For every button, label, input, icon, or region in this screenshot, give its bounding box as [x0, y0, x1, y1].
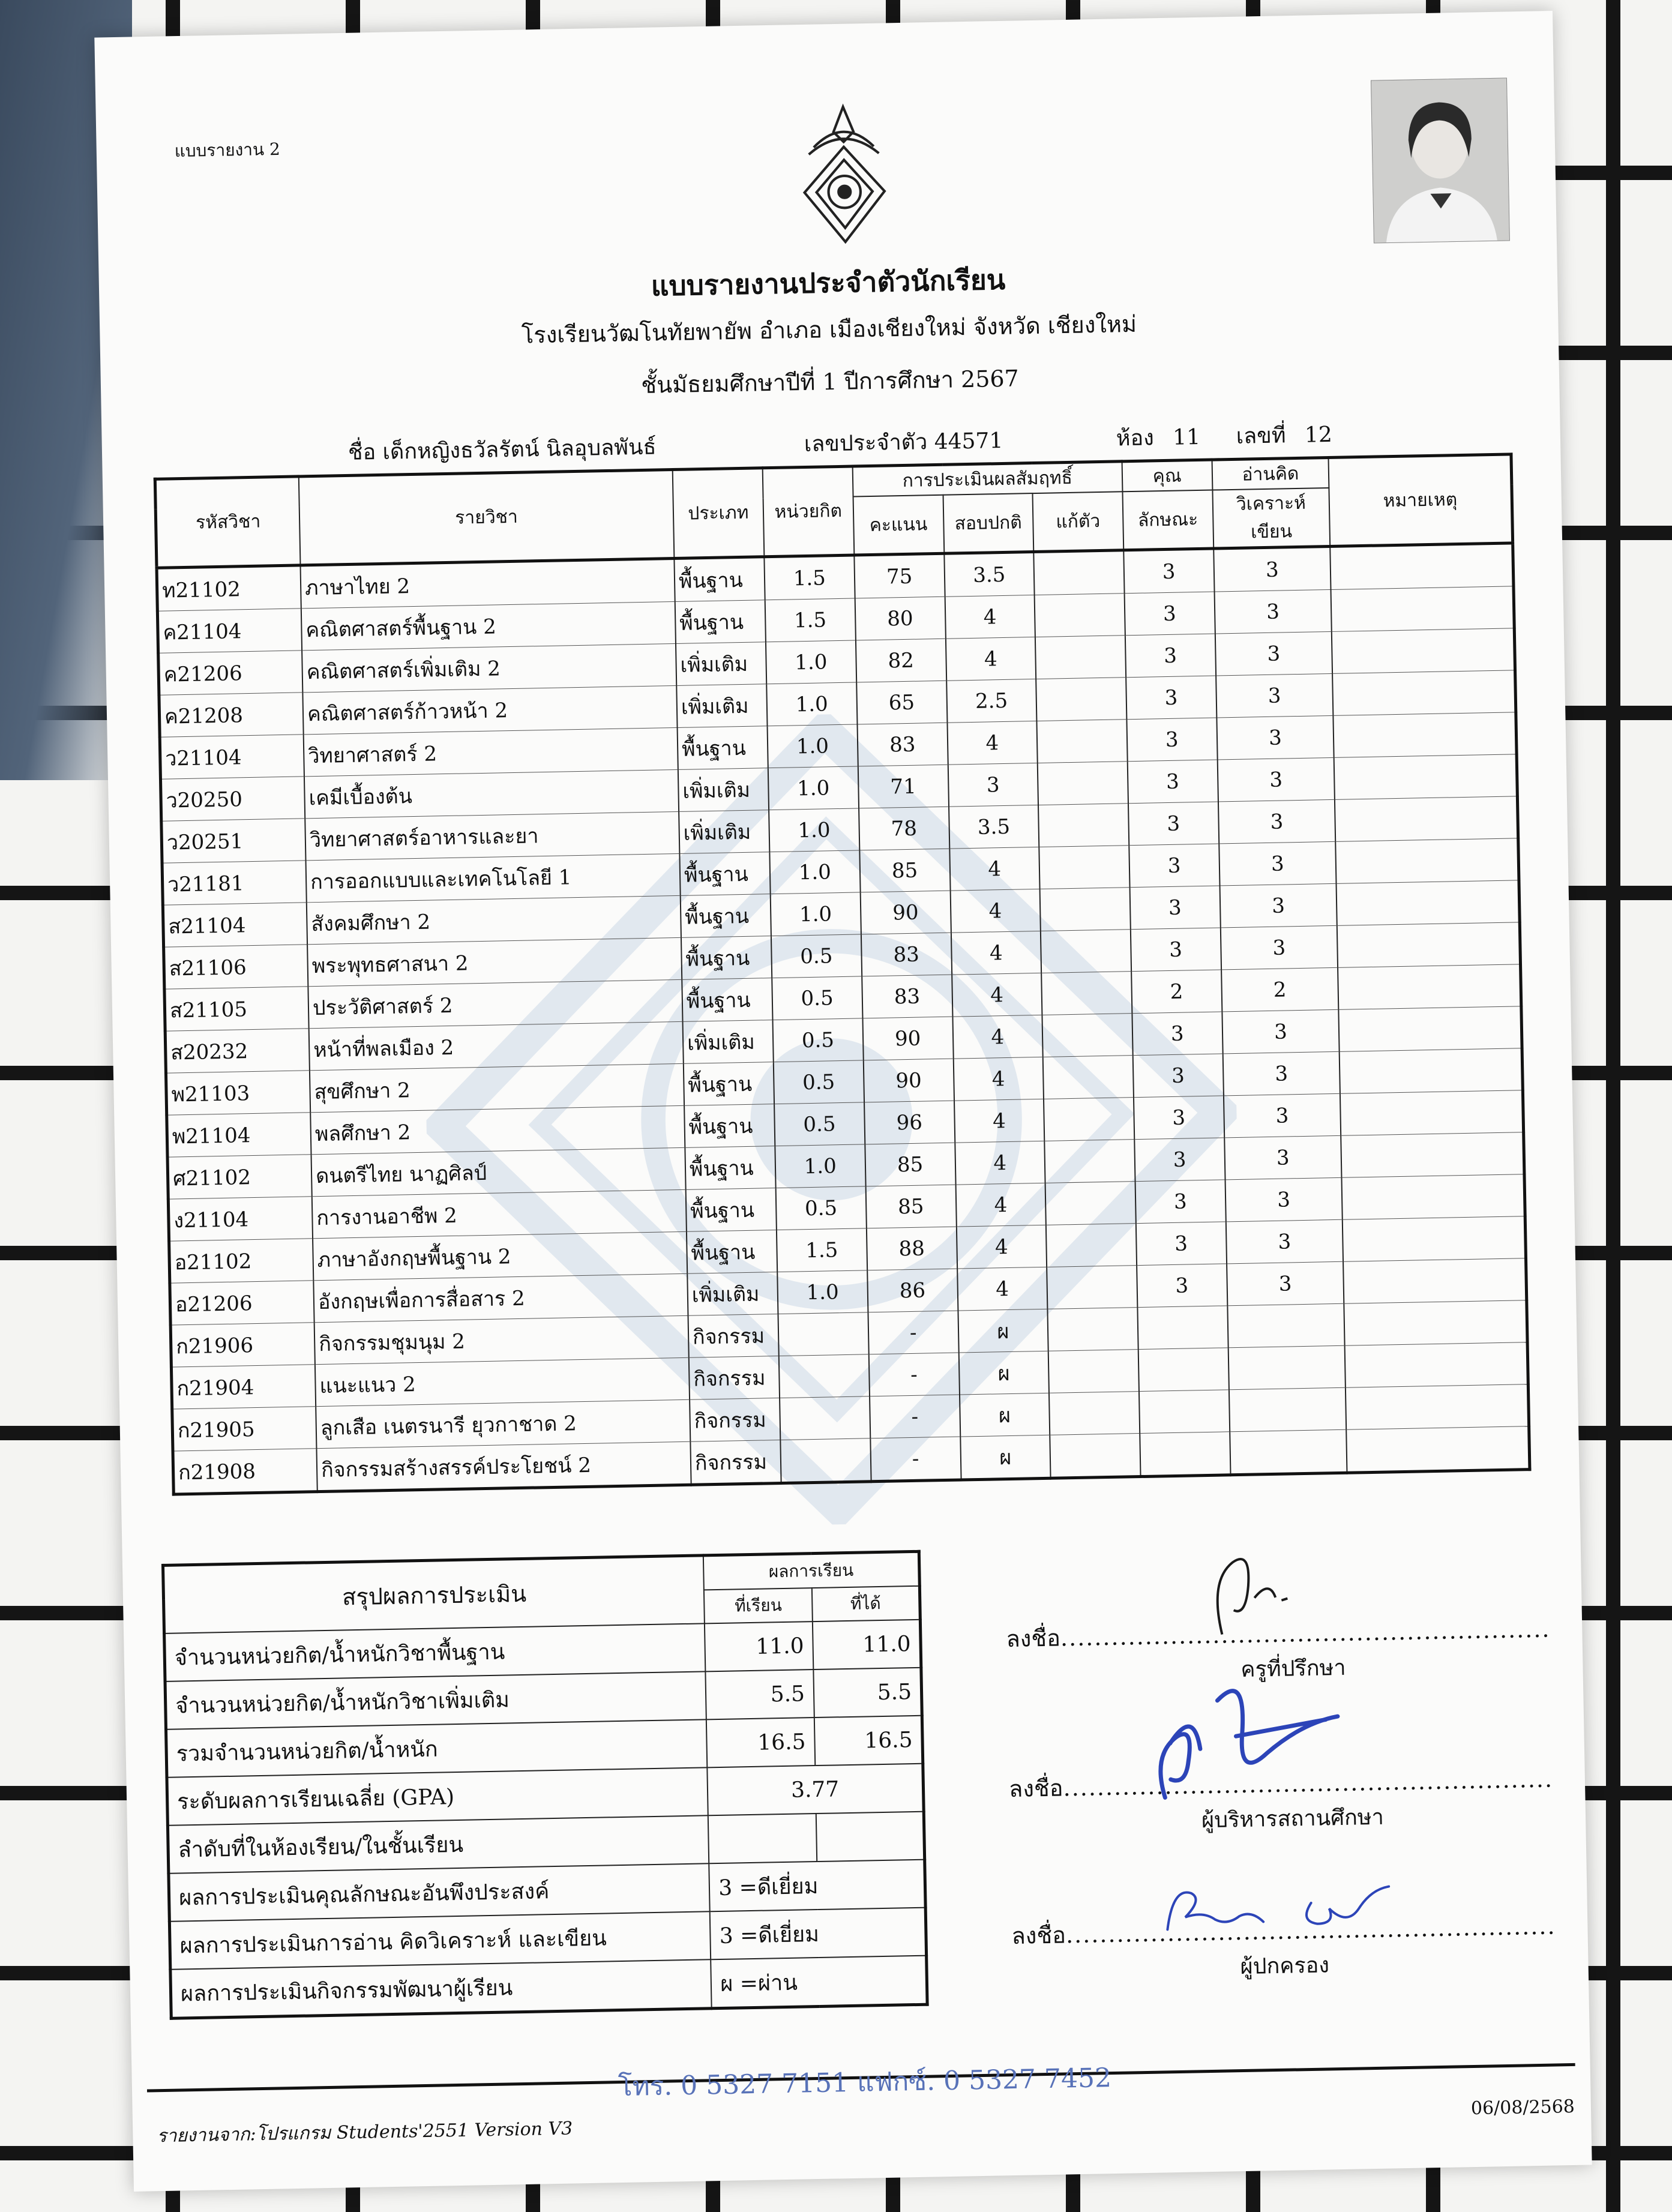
row-score: 83 [857, 723, 948, 766]
row-retake [1039, 846, 1129, 889]
row-type: พื้นฐาน [682, 978, 772, 1022]
row-credits: 1.0 [770, 892, 861, 936]
row-remark [1330, 543, 1514, 590]
sign-label: ลงชื่อ [1011, 1922, 1066, 1950]
row-reading: 3 [1222, 1051, 1340, 1096]
row-credits: 1.5 [764, 555, 855, 600]
row-remark [1341, 1132, 1524, 1178]
row-credits: 1.0 [766, 640, 856, 684]
row-score: 85 [865, 1143, 955, 1186]
print-date: 06/08/2568 [1470, 2096, 1575, 2120]
row-character: 3 [1128, 802, 1219, 846]
row-grade: ผ [960, 1435, 1051, 1480]
row-score: 83 [861, 933, 952, 976]
row-code: ว20251 [161, 819, 306, 863]
row-score: - [868, 1311, 958, 1354]
row-character: 3 [1136, 1222, 1227, 1266]
row-code: อ21206 [170, 1281, 314, 1325]
row-grade: 4 [952, 973, 1042, 1017]
row-reading: 3 [1216, 673, 1334, 718]
row-retake [1036, 678, 1126, 721]
row-retake [1048, 1350, 1139, 1393]
row-score: 90 [862, 1017, 953, 1060]
row-remark [1339, 1006, 1522, 1052]
row-retake [1035, 636, 1126, 679]
row-score: 83 [862, 975, 952, 1018]
row-code: ส20232 [165, 1029, 310, 1073]
school-emblem [792, 101, 897, 253]
row-score: 85 [859, 849, 950, 892]
summary-label: จำนวนหน่วยกิต/น้ำหนักวิชาเพิ่มเติม [165, 1671, 706, 1729]
row-retake [1044, 1098, 1134, 1141]
grades-body [157, 543, 1530, 1494]
row-grade: 4 [949, 847, 1040, 891]
row-character: 3 [1134, 1096, 1224, 1140]
row-retake [1038, 762, 1128, 805]
advisor-signature [1197, 1543, 1307, 1641]
header-credits: หน่วยกิต [762, 466, 854, 557]
row-retake [1041, 972, 1132, 1015]
row-character: 3 [1126, 718, 1217, 762]
sign-label: ลงชื่อ [1008, 1775, 1063, 1803]
character-result: 3 =ดีเยี่ยม [709, 1860, 926, 1912]
student-room [1116, 419, 1200, 455]
row-reading: 3 [1219, 841, 1337, 886]
room-value: 11 [1172, 424, 1201, 450]
row-score: 78 [859, 807, 949, 850]
row-score: 96 [864, 1101, 955, 1144]
row-reading: 3 [1215, 631, 1332, 676]
row-grade: 3.5 [944, 552, 1035, 597]
sign-dots: .......................................................... [1065, 1913, 1556, 1949]
row-grade: 4 [955, 1183, 1046, 1227]
row-subject: สังคมศึกษา 2 [307, 895, 681, 944]
row-grade: 4 [951, 931, 1041, 975]
row-character: 3 [1124, 592, 1215, 636]
row-type: พื้นฐาน [679, 852, 770, 896]
row-credits [780, 1438, 871, 1483]
summary-result-header: ผลการเรียน [703, 1551, 919, 1590]
summary-label: ลำดับที่ในห้องเรียน/ในชั้นเรียน [167, 1815, 709, 1873]
row-subject: ประวัติศาสตร์ 2 [308, 979, 682, 1028]
summary-earned: 11.0 [813, 1620, 921, 1670]
row-reading: 3 [1217, 757, 1335, 802]
header-type: ประเภท [673, 468, 765, 559]
summary-studied-header: ที่เรียน [704, 1588, 813, 1623]
row-retake [1035, 594, 1125, 637]
row-type: เพิ่มเติม [676, 684, 767, 728]
row-subject: ภาษาไทย 2 [300, 559, 675, 609]
grades-table [154, 452, 1532, 1495]
rank-room [708, 1814, 817, 1863]
row-subject: อังกฤษเพื่อการสื่อสาร 2 [313, 1273, 688, 1322]
row-credits: 1.0 [777, 1270, 868, 1314]
row-type: กิจกรรม [688, 1314, 778, 1358]
row-remark [1334, 712, 1517, 758]
row-type: พื้นฐาน [681, 894, 771, 938]
row-grade: ผ [958, 1351, 1049, 1395]
row-remark [1346, 1426, 1530, 1473]
row-code: ท21102 [157, 565, 301, 611]
row-code: ก21905 [172, 1407, 317, 1451]
row-reading: 3 [1224, 1093, 1341, 1138]
row-character: 3 [1134, 1138, 1225, 1182]
report-title: แบบรายงานประจำตัวนักเรียน [651, 263, 1006, 302]
row-reading: 3 [1213, 546, 1331, 592]
header-reading-2: วิเคราะห์เขียน [1212, 488, 1330, 548]
row-subject: การออกแบบและเทคโนโลยี 1 [306, 853, 681, 902]
row-character: 3 [1131, 928, 1221, 972]
row-score: - [870, 1437, 961, 1482]
row-subject: กิจกรรมสร้างสรรค์ประโยชน์ 2 [316, 1441, 691, 1491]
row-type: กิจกรรม [689, 1356, 780, 1400]
summary-studied: 16.5 [706, 1718, 815, 1767]
number-value: 12 [1304, 422, 1333, 448]
student-number [1236, 417, 1332, 453]
row-reading: 3 [1227, 1261, 1344, 1306]
row-subject: พระพุทธศาสนา 2 [307, 937, 682, 986]
row-reading: 3 [1220, 925, 1338, 970]
row-character: 3 [1129, 844, 1219, 888]
row-credits [778, 1312, 868, 1356]
row-character: 3 [1129, 886, 1220, 930]
row-code: ศ21102 [167, 1155, 312, 1199]
row-credits: 1.0 [769, 850, 860, 894]
row-retake [1043, 1056, 1134, 1099]
row-retake [1048, 1308, 1138, 1351]
row-retake [1050, 1434, 1140, 1479]
row-reading: 3 [1222, 1009, 1340, 1054]
row-type: กิจกรรม [690, 1440, 781, 1485]
row-character: 2 [1131, 970, 1222, 1014]
row-type: กิจกรรม [690, 1398, 780, 1442]
summary-studied: 5.5 [706, 1670, 814, 1719]
summary-label: ผลการประเมินคุณลักษณะอันพึงประสงค์ [169, 1863, 710, 1921]
header-reading-1: อ่านคิด [1212, 457, 1329, 490]
advisor-role: ครูที่ปรึกษา [1240, 1655, 1346, 1683]
row-character: 3 [1123, 548, 1214, 594]
row-credits: 1.5 [765, 598, 856, 642]
student-id [804, 423, 1003, 461]
row-type: เพิ่มเติม [679, 810, 769, 854]
director-signature [1126, 1662, 1345, 1805]
row-remark [1331, 586, 1514, 632]
row-code: ง21104 [168, 1197, 313, 1241]
row-code: ว21181 [162, 861, 307, 905]
room-label: ห้อง [1116, 425, 1155, 451]
row-reading [1227, 1303, 1345, 1348]
row-retake [1047, 1266, 1137, 1309]
row-remark [1340, 1090, 1523, 1136]
row-reading: 2 [1221, 967, 1339, 1012]
row-code: ว21104 [160, 735, 304, 779]
row-subject: แนะแนว 2 [315, 1357, 690, 1406]
student-name [348, 430, 657, 469]
sign-label: ลงชื่อ [1006, 1624, 1061, 1653]
row-grade: 4 [947, 721, 1038, 765]
row-character: 3 [1132, 1012, 1222, 1056]
row-credits: 1.0 [775, 1144, 865, 1188]
row-credits: 0.5 [772, 976, 862, 1020]
row-character [1137, 1306, 1228, 1350]
name-value: เด็กหญิงธวัลรัตน์ นิลอุบลพันธ์ [382, 434, 657, 464]
row-type: พื้นฐาน [687, 1230, 777, 1274]
row-subject: วิทยาศาสตร์อาหารและยา [305, 811, 679, 860]
row-credits [779, 1354, 870, 1398]
header-character-1: คุณ [1122, 460, 1212, 491]
row-character [1138, 1348, 1228, 1392]
row-reading: 3 [1216, 715, 1334, 760]
row-character: 3 [1126, 676, 1216, 720]
activity-result: ผ =ผ่าน [711, 1956, 928, 2009]
header-subject: รายวิชา [299, 470, 675, 565]
summary-studied: 11.0 [705, 1621, 813, 1671]
summary-label: ระดับผลการเรียนเฉลี่ย (GPA) [167, 1767, 708, 1825]
row-character [1140, 1432, 1230, 1477]
row-score: 86 [867, 1269, 958, 1312]
row-character: 3 [1137, 1264, 1227, 1308]
row-type: พื้นฐาน [684, 1062, 774, 1106]
sign-dots: .......................................................... [1060, 1615, 1551, 1651]
row-subject: กิจกรรมชุมนุม 2 [314, 1315, 689, 1364]
row-code: ค21206 [158, 651, 303, 695]
row-score: - [868, 1353, 959, 1396]
row-reading [1228, 1345, 1346, 1390]
row-remark [1332, 670, 1515, 716]
row-subject: เคมีเบื้องต้น [304, 769, 679, 818]
row-type: พื้นฐาน [686, 1188, 777, 1232]
row-score: 71 [858, 765, 948, 808]
row-score: 82 [856, 639, 946, 682]
header-character-2: ลักษณะ [1122, 490, 1213, 550]
row-credits: 1.0 [768, 766, 859, 810]
row-character: 3 [1127, 760, 1218, 804]
row-credits: 1.0 [769, 808, 859, 852]
director-role: ผู้บริหารสถานศึกษา [1201, 1805, 1385, 1833]
row-code: พ21104 [167, 1113, 311, 1157]
row-type: เพิ่มเติม [676, 642, 766, 686]
row-grade: 4 [955, 1141, 1045, 1185]
header-assessment: การประเมินผลสัมฤทธิ์ [852, 461, 1122, 497]
row-remark [1340, 1048, 1523, 1094]
header-score: คะแนน [853, 495, 944, 555]
row-retake [1038, 804, 1129, 847]
row-code: อ21102 [169, 1239, 314, 1283]
row-score: 80 [855, 597, 945, 640]
row-remark [1346, 1384, 1529, 1430]
row-subject: ภาษาอังกฤษพื้นฐาน 2 [313, 1231, 687, 1280]
row-reading: 3 [1225, 1219, 1343, 1264]
row-subject: คณิตศาสตร์พื้นฐาน 2 [301, 601, 676, 650]
row-credits [780, 1396, 870, 1440]
row-grade: ผ [958, 1309, 1048, 1353]
row-code: ว20250 [160, 777, 305, 821]
row-type: พื้นฐาน [684, 1104, 775, 1148]
name-label: ชื่อ [347, 440, 376, 465]
row-score: - [870, 1395, 960, 1438]
row-score: 85 [865, 1185, 956, 1228]
row-grade: 4 [950, 889, 1041, 933]
row-grade: 3.5 [949, 805, 1039, 849]
row-remark [1344, 1300, 1527, 1346]
row-remark [1337, 922, 1520, 968]
row-code: พ21103 [166, 1071, 310, 1115]
row-reading: 3 [1219, 883, 1337, 928]
school-line: โรงเรียนวัฒโนทัยพายัพ อำเภอ เมืองเชียงใหม่ จังหวัด เชียงใหม่ [521, 310, 1137, 349]
row-code: ก21906 [170, 1323, 315, 1367]
summary-earned: 5.5 [813, 1668, 922, 1718]
row-character: 3 [1125, 634, 1216, 678]
row-type: เพิ่มเติม [682, 1020, 773, 1064]
parent-role: ผู้ปกครอง [1240, 1953, 1330, 1980]
row-retake [1049, 1392, 1140, 1435]
student-report-sheet [94, 11, 1592, 2192]
row-type: พื้นฐาน [674, 557, 765, 602]
summary-label: รวมจำนวนหน่วยกิต/น้ำหนัก [166, 1719, 707, 1777]
row-type: เพิ่มเติม [687, 1272, 778, 1316]
program-credit: รายงานจาก:โปรแกรม Students'2551 Version V3 [157, 2118, 573, 2147]
row-subject: ดนตรีไทย นาฏศิลป์ [311, 1147, 685, 1196]
row-type: เพิ่มเติม [678, 768, 769, 812]
row-character [1139, 1390, 1230, 1434]
row-credits: 1.5 [777, 1228, 867, 1272]
row-credits: 0.5 [774, 1060, 864, 1104]
row-reading: 3 [1224, 1135, 1342, 1180]
sign-dots: .......................................................... [1063, 1766, 1554, 1802]
header-remark: หมายเหตุ [1329, 454, 1513, 547]
row-subject: การงานอาชีพ 2 [312, 1189, 687, 1238]
row-retake [1042, 1014, 1133, 1057]
row-grade: 4 [945, 637, 1036, 681]
row-score: 75 [854, 553, 945, 598]
row-remark [1342, 1174, 1525, 1220]
number-label: เลขที่ [1236, 423, 1286, 449]
row-remark [1345, 1342, 1528, 1388]
contact-stamp: โทร. 0 5327 7151 แฟกซ์. 0 5327 7452 [618, 2063, 1112, 2103]
summary-table [161, 1550, 929, 2020]
gpa-value: 3.77 [708, 1764, 924, 1816]
row-subject: หน้าที่พลเมือง 2 [309, 1021, 684, 1070]
row-reading: 3 [1218, 799, 1336, 844]
row-retake [1045, 1182, 1136, 1225]
row-retake [1033, 550, 1124, 595]
header-retake: แก้ตัว [1033, 491, 1123, 551]
row-type: พื้นฐาน [685, 1146, 775, 1190]
reading-result: 3 =ดีเยี่ยม [710, 1908, 927, 1960]
row-code: ส21106 [164, 945, 308, 989]
row-retake [1037, 720, 1128, 763]
row-remark [1335, 838, 1518, 884]
row-grade: 2.5 [946, 679, 1037, 723]
row-grade: 4 [954, 1099, 1045, 1143]
row-remark [1343, 1216, 1526, 1262]
student-photo [1371, 77, 1510, 243]
row-credits: 0.5 [771, 934, 862, 978]
form-number: แบบรายงาน 2 [174, 139, 281, 161]
row-remark [1338, 964, 1521, 1010]
row-code: ค21208 [159, 693, 304, 737]
row-credits: 1.0 [767, 724, 858, 768]
row-subject: สุขศึกษา 2 [310, 1063, 684, 1112]
row-grade: 4 [953, 1057, 1044, 1101]
header-code: รหัสวิชา [155, 476, 300, 568]
row-code: ค21104 [157, 609, 302, 653]
row-grade: 3 [948, 763, 1038, 807]
row-code: ส21105 [164, 987, 309, 1031]
row-character: 3 [1132, 1054, 1223, 1098]
summary-title: สรุปผลการประเมิน [163, 1555, 705, 1633]
row-grade: 4 [952, 1015, 1043, 1059]
row-type: พื้นฐาน [681, 936, 772, 980]
row-grade: 4 [956, 1225, 1047, 1269]
row-reading: 3 [1225, 1177, 1343, 1222]
row-retake [1044, 1140, 1135, 1183]
row-grade: 4 [957, 1267, 1048, 1311]
row-retake [1041, 930, 1131, 973]
row-remark [1343, 1258, 1526, 1304]
row-type: พื้นฐาน [675, 600, 766, 644]
row-score: 90 [863, 1059, 954, 1102]
header-grade: สอบปกติ [943, 493, 1033, 553]
summary-earned: 16.5 [814, 1716, 923, 1766]
summary-label: จำนวนหน่วยกิต/น้ำหนักวิชาพื้นฐาน [164, 1623, 706, 1681]
row-score: 65 [856, 681, 947, 724]
row-credits: 0.5 [775, 1186, 866, 1230]
row-reading [1229, 1387, 1347, 1432]
row-score: 90 [860, 891, 951, 934]
row-credits: 0.5 [772, 1018, 863, 1062]
summary-label: ผลการประเมินกิจกรรมพัฒนาผู้เรียน [170, 1959, 712, 2018]
summary-label: ผลการประเมินการอ่าน คิดวิเคราะห์ และเขียน [169, 1911, 711, 1969]
row-subject: ลูกเสือ เนตรนารี ยุวกาชาด 2 [316, 1399, 690, 1448]
row-subject: พลศึกษา 2 [310, 1105, 685, 1154]
row-grade: 4 [945, 595, 1035, 639]
row-code: ก21904 [171, 1365, 316, 1409]
row-credits: 1.0 [766, 682, 857, 726]
row-reading: 3 [1214, 589, 1332, 634]
row-remark [1337, 880, 1520, 926]
row-remark [1332, 628, 1515, 674]
summary-earned-header: ที่ได้ [812, 1586, 921, 1621]
row-character: 3 [1135, 1180, 1225, 1224]
row-type: พื้นฐาน [677, 726, 768, 770]
row-subject: คณิตศาสตร์เพิ่มเติม 2 [302, 643, 676, 692]
row-retake [1046, 1224, 1137, 1267]
row-code: ก21908 [173, 1449, 317, 1494]
id-label: เลขประจำตัว [804, 430, 928, 457]
id-value: 44571 [934, 428, 1003, 455]
grade-year-line: ชั้นมัธยมศึกษาปีที่ 1 ปีการศึกษา 2567 [640, 365, 1020, 398]
row-credits: 0.5 [774, 1102, 865, 1146]
row-remark [1334, 754, 1517, 800]
row-grade: ผ [960, 1393, 1050, 1437]
row-code: ส21104 [163, 903, 307, 947]
row-score: 88 [867, 1227, 957, 1270]
parent-signature [1149, 1871, 1402, 1942]
row-subject: วิทยาศาสตร์ 2 [304, 727, 678, 776]
row-reading [1230, 1429, 1347, 1475]
row-retake [1040, 888, 1131, 931]
rank-class [816, 1812, 925, 1862]
row-subject: คณิตศาสตร์ก้าวหน้า 2 [302, 685, 677, 734]
row-remark [1335, 796, 1518, 842]
